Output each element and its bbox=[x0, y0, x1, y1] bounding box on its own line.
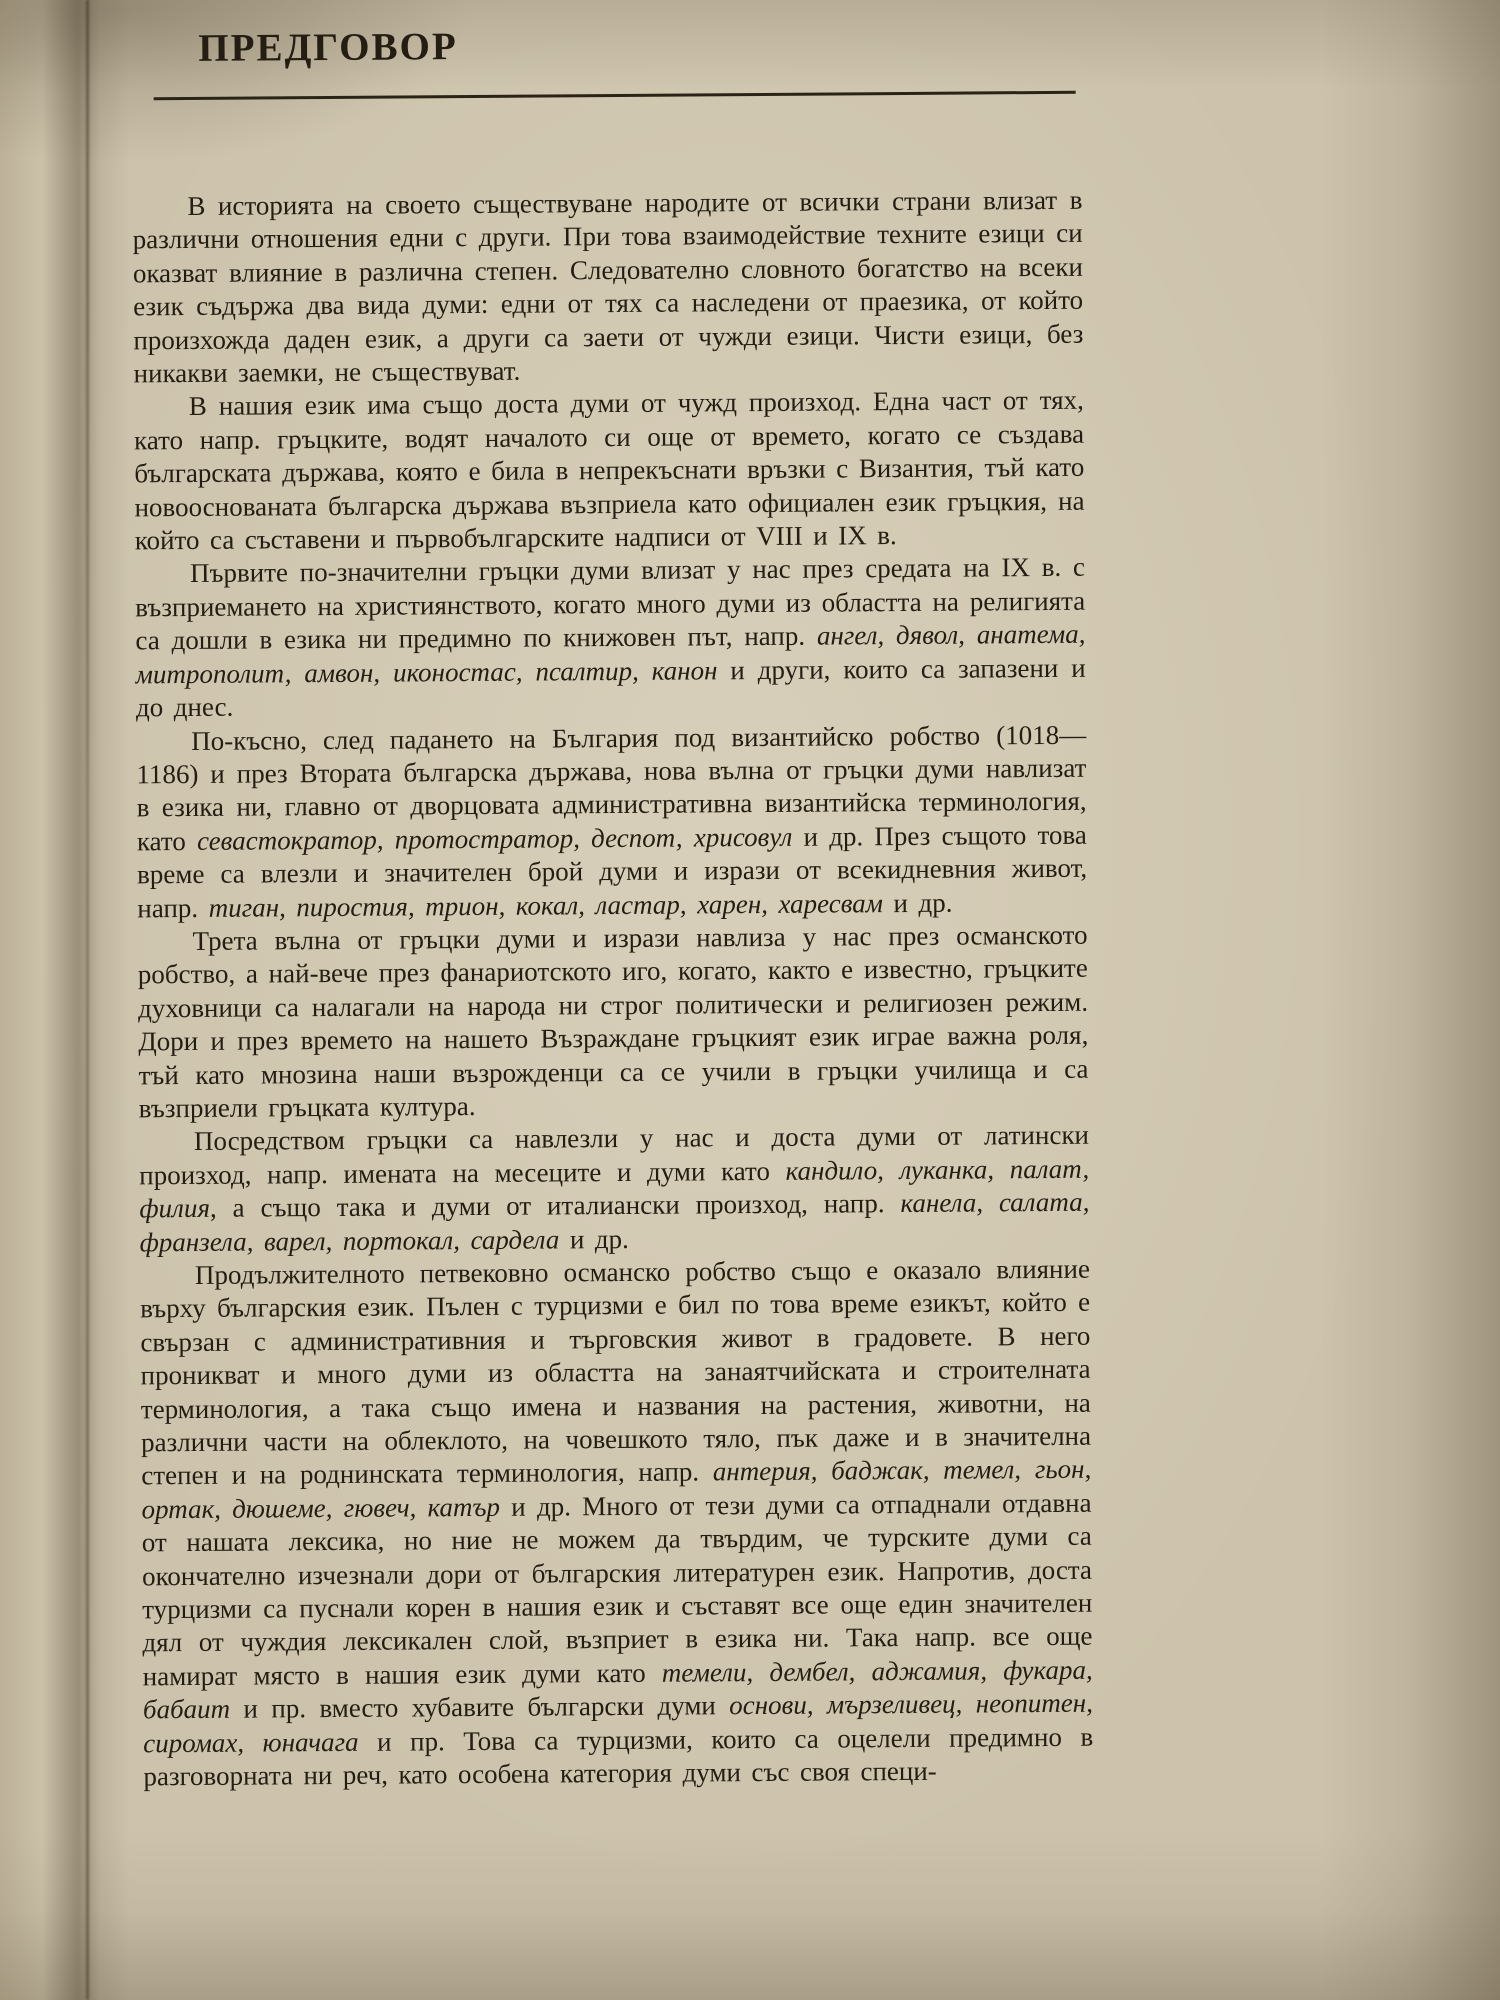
page-title: ПРЕДГОВОР bbox=[198, 25, 458, 70]
loanword-examples: севастократор, протостратор, деспот, хрисовул bbox=[196, 821, 793, 856]
loanword-examples: основи, мързеливец, неопитен, сиромах, юначага bbox=[143, 1687, 1094, 1759]
body-text bbox=[132, 184, 1093, 1794]
text-run: В нашия език има също доста думи от чужд произход. Една част от тях, като напр. гръцките, водят началото си още от времето, когато се създава българската държава, която е била в непрекъснати връзки с Византия, тъй като новооснованата българска държава възприела като официален език гръцкия, на който са съставени и първобългарските надписи от VIII и IX в. bbox=[133, 385, 1085, 556]
text-run: , а също така и думи от италиански произход, напр. bbox=[209, 1188, 901, 1224]
paragraph bbox=[135, 551, 1086, 725]
loanword-examples: кандило, луканка, палат, филия bbox=[139, 1153, 1090, 1224]
paragraph bbox=[132, 184, 1083, 391]
loanword-examples: канела, салата, франзела, варел, портокал, сардела bbox=[139, 1186, 1090, 1257]
text-run: и пр. вместо хубавите български думи bbox=[230, 1690, 730, 1724]
text-run: и др. Много от тези думи са отпаднали отдавна от нашата лексика, но ние не можем да твърдим, че турските думи са окончателно изчезнали дори от българския литературен език. Напротив, доста турцизми са пуснали корен в нашия език и съставят все още един значителен дял от чуждия лексикален слой, възприет в езика ни. Така напр. все още намират място в нашия език думи като bbox=[141, 1487, 1093, 1692]
text-run: и др. bbox=[882, 887, 953, 918]
text-run: Посредством гръцки са навлезли у нас и доста думи от латински произход, напр. имената на месеците и думи като bbox=[139, 1120, 1090, 1191]
text-run: Трета вълна от гръцки думи и изрази навлиза у нас през османското робство, а най-вече през фанариотското иго, когато, както е известно, гръцките духовници са налагали на народа ни строг политически и религиозен режим. Дори и през времето на нашето Възраждане гръцкият език играе важна роля, тъй като мнозина наши възрожденци са се учили в гръцки училища и са възприели гръцката култура. bbox=[137, 919, 1089, 1124]
title-rule bbox=[154, 91, 1076, 100]
text-run: и др. През същото това време са влезли и значителен брой думи и изрази от всекидневния живот, напр. bbox=[137, 819, 1088, 923]
text-run: и др. bbox=[559, 1223, 629, 1254]
paragraph bbox=[136, 718, 1087, 925]
loanword-examples: ангел, дявол, анатема, митрополит, амвон, иконостас, псалтир, канон bbox=[135, 619, 1086, 690]
text-run: Продължителното петвековно османско робство също е оказало влияние върху българския език. Пълен с турцизми е бил по това време езикът, който е свързан с административния и търговския живот в градовете. В него проникват и много думи из областта на занаятчийската и строителната терминология, а така също имена и названия на растения, животни, на различни части на облеклото, на човешкото тяло, пък даже и в значителна степен и на роднинската терминология, напр. bbox=[140, 1253, 1092, 1491]
text-run: По-късно, след падането на България под византийско робство (1018—1186) и през Втората българска държава, нова вълна от гръцки думи навлизат в езика ни, главно от дворцовата административна византийска терминология, като bbox=[136, 719, 1087, 857]
paragraph bbox=[137, 919, 1088, 1126]
loanword-examples: тиган, пиростия, трион, кокал, ластар, харен, харесвам bbox=[208, 887, 884, 923]
text-run: В историята на своето съществуване народите от всички страни влизат в различни отношения едни с други. При това взаимодействие техните езици си оказват влияние в различна степен. Следователно словното богатство на всеки език съдържа два вида думи: едни от тях са наследени от праезика, от който произхожда даден език, а други са заети от чужди езици. Чисти езици, без никакви заемки, не съществуват. bbox=[132, 184, 1084, 389]
paragraph bbox=[140, 1253, 1094, 1794]
loanword-examples: антерия, баджак, темел, гьон, ортак, дюшеме, гювеч, катър bbox=[141, 1454, 1092, 1525]
text-run: и други, които са запазени и до днес. bbox=[135, 652, 1086, 723]
loanword-examples: темели, дембел, аджамия, фукара, бабаит bbox=[142, 1654, 1093, 1725]
paragraph bbox=[139, 1119, 1090, 1259]
text-run: и пр. Това са турцизми, които са оцелели предимно в разговорната ни реч, като особена категория думи със своя специ- bbox=[143, 1721, 1094, 1792]
paragraph bbox=[134, 384, 1085, 558]
text-run: Първите по-значителни гръцки думи влизат у нас през средата на IX в. с възприемането на християнството, когато много думи из областта на религията са дошли в езика ни предимно по книжовен път, напр. bbox=[135, 552, 1086, 656]
